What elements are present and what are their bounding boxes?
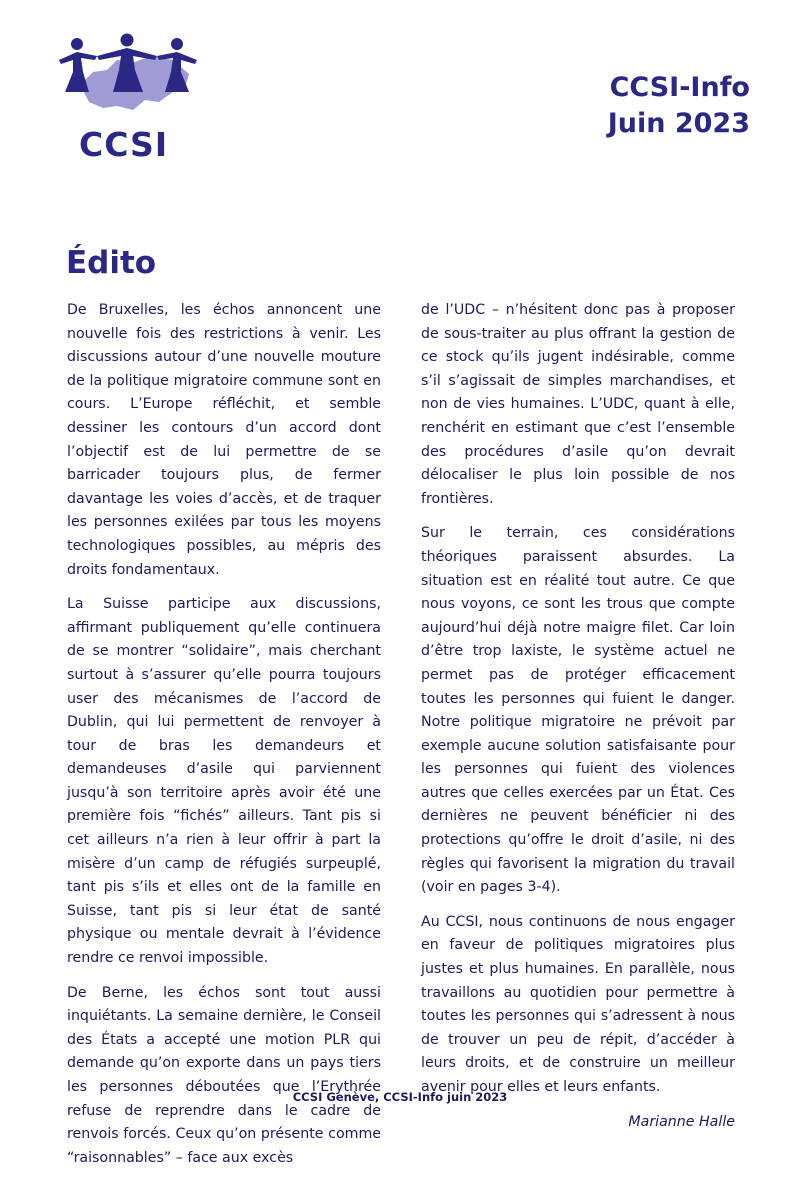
article-paragraph: La Suisse participe aux discussions, affirmant publiquement qu’elle continuera de se montrer “solidaire”, mais cherchant surtout à s’assurer qu’elle pourra toujours user des mécanismes de l’accord de Dublin, qui lui permettent de renvoyer à tour de bras les demandeurs et demandeuses d’asile qui parviennent jusqu’à son territoire après avoir été une première fois “fichés” ailleurs. Tant pis si cet ailleurs n’a rien à leur offrir à part la misère d’un camp de réfugiés surpeuplé, tant pis s’ils et elles ont de la famille en Suisse, tant pis si leur état de santé physique ou mentale devrait à l’évidence rendre ce renvoi impossible.: [67, 596, 381, 967]
article-paragraph: Sur le terrain, ces considérations théoriques paraissent absurdes. La situation est en réalité tout autre. Ce que nous voyons, ce sont les trous que compte aujourd’hui déjà notre maigre filet. Car loin d’être trop laxiste, le système actuel ne permet pas de protéger efficacement toutes les personnes qui fuient le danger. Notre politique migratoire ne prévoit par exemple aucune solution satisfaisante pour les personnes qui fuient des violences autres que celles exercées par un État. Ces dernières ne peuvent bénéficier ni des protections qu’offre le droit d’asile, ni des règles qui favorisent la migration du travail (voir en pages 3-4).: [421, 525, 735, 896]
article-paragraph: de l’UDC – n’hésitent donc pas à proposer de sous-traiter au plus offrant la gestion de ce stock qu’ils jugent indésirable, comme s’il s’agissait de simples marchandises, et non de vies humaines. L’UDC, quant à elle, renchérit en estimant que c’est l’ensemble des procédures d’asile qu’on devrait délocaliser le plus loin possible de nos frontières.: [421, 302, 735, 507]
article-paragraph: Au CCSI, nous continuons de nous engager en faveur de politiques migratoires plus justes et plus humaines. En parallèle, nous travaillons au quotidien pour permettre à toutes les personnes qui s’adressent à nous de trouver un peu de répit, d’accéder à leurs droits, et de construire un meilleur avenir pour elles et leurs enfants.: [421, 913, 735, 1095]
publication-title: CCSI-Info: [609, 72, 750, 103]
article-column-right: [421, 299, 735, 1134]
article-column-left: [67, 299, 381, 1181]
people-map-icon: [55, 30, 205, 130]
article-title: Édito: [66, 245, 157, 281]
masthead: [608, 70, 750, 142]
logo-text: CCSI: [79, 125, 169, 164]
ccsi-logo: [55, 30, 205, 165]
author-signature: Marianne Halle: [628, 1113, 735, 1130]
issue-date: Juin 2023: [607, 108, 750, 139]
article-paragraph: De Berne, les échos sont tout aussi inquiétants. La semaine dernière, le Conseil des États a accepté une motion PLR qui demande qu’on exporte dans un pays tiers les personnes déboutées que l’Erythrée refuse de reprendre dans le cadre de renvois forcés. Ceux qu’on présente comme “raisonnables” – face aux excès: [67, 984, 381, 1166]
page-footer: CCSI Genève, CCSI-Info juin 2023: [292, 1090, 508, 1104]
article-paragraph: De Bruxelles, les échos annoncent une nouvelle fois des restrictions à venir. Les discussions autour d’une nouvelle mouture de la politique migratoire commune sont en cours. L’Europe réfléchit, et semble dessiner les contours d’un accord dont l’objectif est de lui permettre de se barricader toujours plus, de fermer davantage les voies d’accès, et de traquer les personnes exilées par tous les moyens technologiques possibles, au mépris des droits fondamentaux.: [67, 302, 381, 578]
